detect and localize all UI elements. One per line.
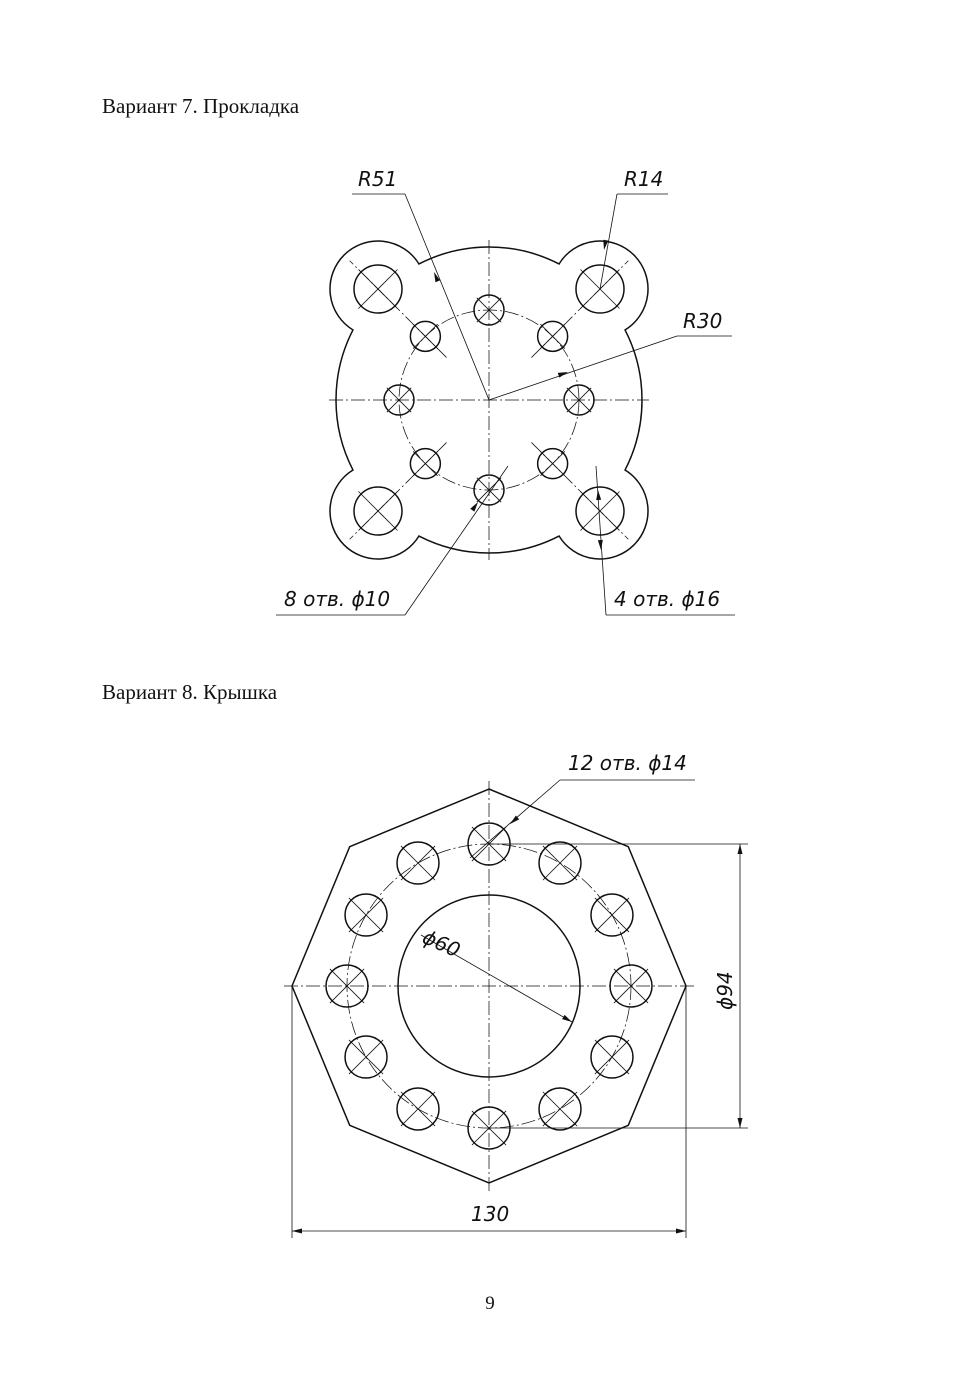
bolt-circle-label: ϕ94: [713, 971, 737, 1010]
small-holes-label: 8 отв. ϕ10: [284, 587, 391, 611]
variant-7-heading: Вариант 7. Прокладка: [102, 94, 300, 118]
cover-drawing: [0, 740, 980, 1260]
small-holes-arrow: [470, 502, 478, 512]
width-arrow: [292, 1229, 302, 1234]
page-number: 9: [485, 1293, 495, 1314]
width-arrow: [676, 1229, 686, 1234]
large-holes-label: 4 отв. ϕ16: [614, 587, 721, 611]
cover-centerlines: [284, 781, 694, 1191]
radius-14-label: R14: [624, 167, 664, 191]
gasket-drawing: [0, 160, 980, 640]
bore-diameter-label: ϕ60: [418, 924, 465, 963]
cover-dimension-lines: [292, 780, 748, 1238]
width-label: 130: [471, 1202, 510, 1226]
variant-8-heading: Вариант 8. Крышка: [102, 680, 278, 704]
r30-leader: [489, 336, 677, 400]
radius-30-label: R30: [683, 309, 723, 333]
r30-arrow: [558, 372, 568, 378]
holes-label: 12 отв. ϕ14: [568, 751, 687, 775]
small-holes-leader: [405, 466, 508, 615]
bolt-circle-arrow: [738, 1118, 743, 1128]
bore-arrow: [562, 1015, 572, 1022]
large-holes-arrow: [598, 540, 603, 550]
r51-leader: [405, 194, 489, 400]
radius-51-label: R51: [358, 167, 398, 191]
bolt-circle-arrow: [738, 844, 743, 854]
large-holes-arrow: [596, 490, 601, 500]
